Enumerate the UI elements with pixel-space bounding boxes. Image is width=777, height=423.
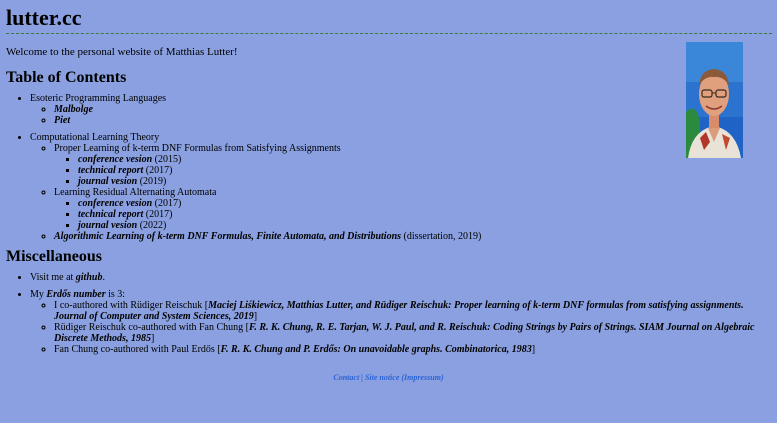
github-link[interactable]: github	[75, 272, 103, 283]
toc-esoteric-label: Esoteric Programming Languages	[30, 93, 167, 104]
chain-close: ]	[531, 344, 536, 355]
erdos-number-link[interactable]: Erdős number	[46, 289, 106, 300]
lraa-report-year: (2017)	[145, 209, 173, 220]
erdos-prefix: My	[30, 289, 44, 300]
erdos-suffix: is 3:	[108, 289, 126, 300]
toc-item-esoteric	[30, 93, 772, 126]
visit-prefix: Visit me at	[30, 272, 74, 283]
toc-heading: Table of Contents	[6, 69, 127, 86]
lraa-journal-item	[78, 220, 772, 231]
dissertation-link[interactable]: Algorithmic Learning of k-term DNF Formulas, Finite Automata, and Distributions	[54, 231, 402, 242]
dnf-journal-item	[78, 176, 772, 187]
lraa-conference-link[interactable]: conference vesion	[78, 198, 153, 209]
dissertation-suffix: (dissertation, 2019)	[403, 231, 482, 242]
footer	[0, 373, 777, 382]
erdos-chain-item	[54, 300, 772, 322]
toc-item-dissertation	[54, 231, 772, 242]
lraa-conference-item	[78, 198, 772, 209]
malbolge-link[interactable]: Malbolge	[54, 104, 93, 115]
toc-list	[6, 93, 772, 242]
misc-item-erdos	[30, 289, 772, 355]
dnf-report-year: (2017)	[145, 165, 173, 176]
profile-photo	[686, 42, 743, 158]
portrait-image	[686, 42, 743, 158]
chain-text: Fan Chung co-authored with Paul Erdős [	[54, 344, 221, 355]
dnf-journal-year: (2019)	[139, 176, 167, 187]
toc-clt-label: Computational Learning Theory	[30, 132, 160, 143]
chain-close: ]	[253, 311, 258, 322]
chain-text: I co-authored with Rüdiger Reischuk [	[54, 300, 209, 311]
dnf-conference-link[interactable]: conference vesion	[78, 154, 153, 165]
dnf-conference-item	[78, 154, 772, 165]
contact-link[interactable]: Contact	[333, 373, 360, 382]
visit-suffix: .	[102, 272, 105, 283]
toc-item-dnf	[54, 143, 772, 187]
lraa-report-link[interactable]: technical report	[78, 209, 144, 220]
dnf-report-item	[78, 165, 772, 176]
footer-separator: |	[361, 373, 363, 382]
toc-item-piet	[54, 115, 772, 126]
toc-item-clt	[30, 132, 772, 242]
lraa-conference-year: (2017)	[154, 198, 182, 209]
erdos-chain-item	[54, 322, 772, 344]
piet-link[interactable]: Piet	[54, 115, 71, 126]
toc-dnf-label: Proper Learning of k-term DNF Formulas from Satisfying Assignments	[54, 143, 341, 154]
toc-lraa-label: Learning Residual Alternating Automata	[54, 187, 217, 198]
chain-close: ]	[150, 333, 155, 344]
toc-item-lraa	[54, 187, 772, 231]
site-notice-link[interactable]: Site notice (Impressum)	[364, 373, 444, 382]
page	[6, 0, 772, 361]
title-divider	[6, 33, 772, 34]
lraa-report-item	[78, 209, 772, 220]
chain-reference-link[interactable]: F. R. K. Chung and P. Erdős: On unavoidable graphs. Combinatorica, 1983	[220, 344, 532, 355]
dnf-report-link[interactable]: technical report	[78, 165, 144, 176]
dnf-journal-link[interactable]: journal vesion	[78, 176, 138, 187]
misc-heading: Miscellaneous	[6, 248, 102, 265]
welcome-text: Welcome to the personal website of Matthias Lutter!	[6, 46, 238, 58]
misc-list	[6, 272, 772, 355]
lraa-journal-link[interactable]: journal vesion	[78, 220, 138, 231]
erdos-chain-item	[54, 344, 772, 355]
toc-item-malbolge	[54, 104, 772, 115]
site-title: lutter.cc	[6, 5, 82, 30]
lraa-journal-year: (2022)	[139, 220, 167, 231]
chain-reference-link[interactable]: F. R. K. Chung, R. E. Tarjan, W. J. Paul, and R. Reischuk: Coding Strings by Pairs of Strings. SIAM Journal on Algebraic Discrete Methods, 1985	[54, 322, 755, 344]
dnf-conference-year: (2015)	[154, 154, 182, 165]
chain-text: Rüdiger Reischuk co-authored with Fan Chung [	[54, 322, 249, 333]
misc-item-github	[30, 272, 772, 283]
chain-reference-link[interactable]: Maciej Liśkiewicz, Matthias Lutter, and Rüdiger Reischuk: Proper learning of k-term DNF formulas from satisfying assignments. Journal of Computer and System Sciences, 2019	[54, 300, 744, 322]
